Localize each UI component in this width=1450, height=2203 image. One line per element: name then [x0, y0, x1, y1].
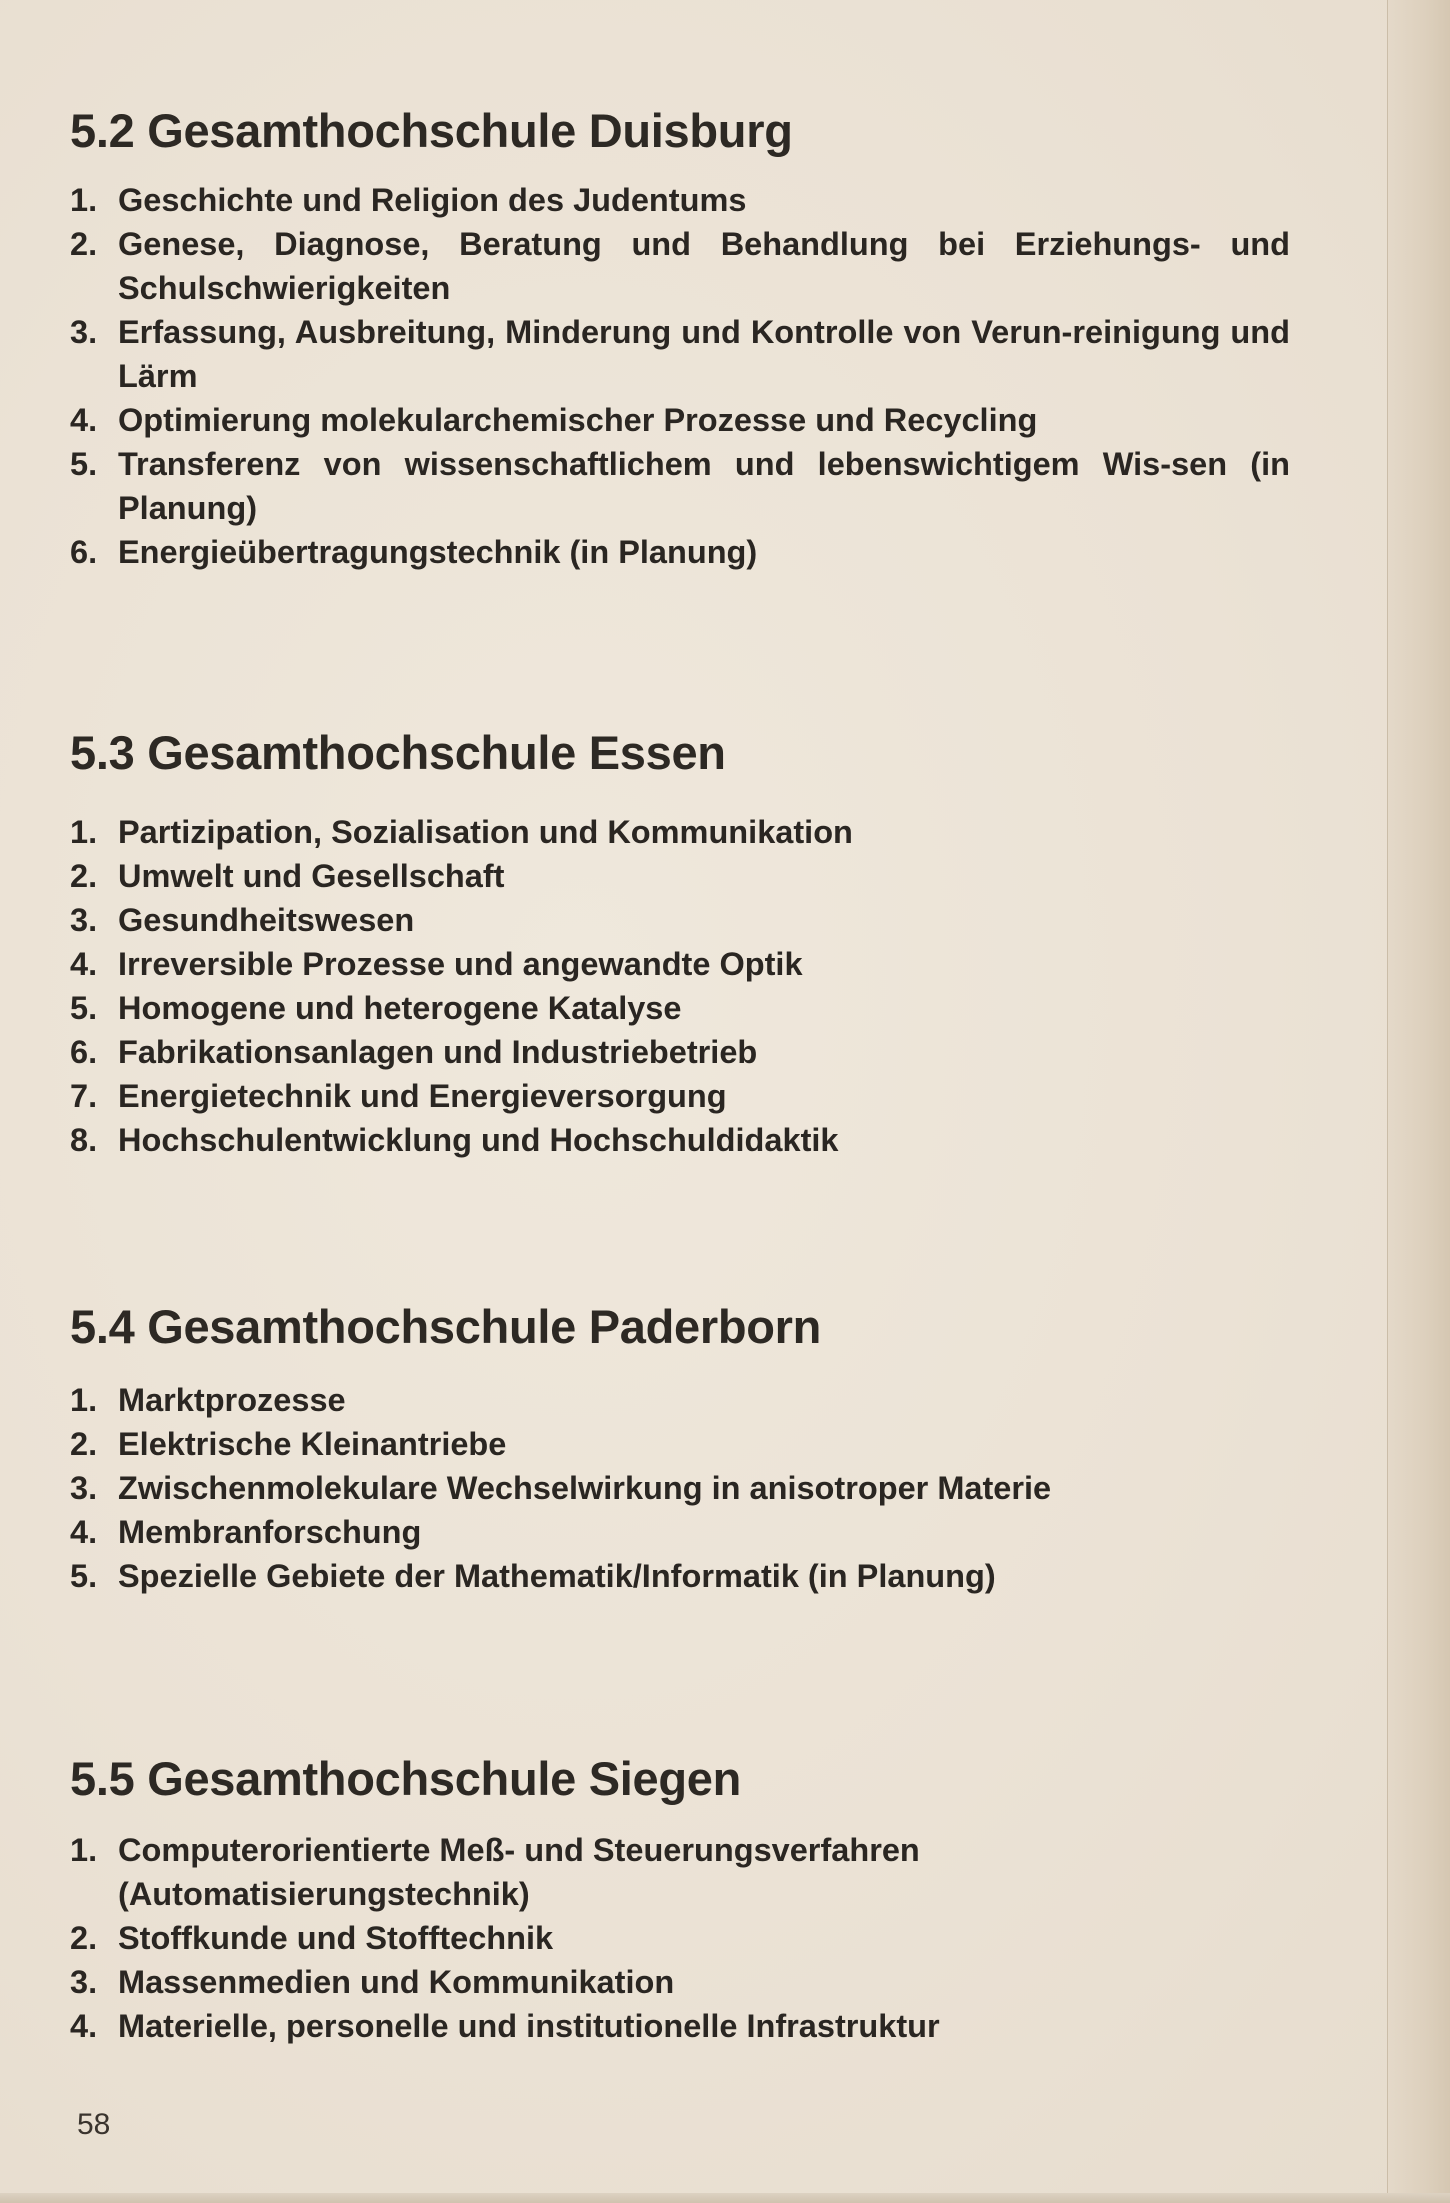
list-item: 5. Homogene und heterogene Katalyse	[70, 990, 682, 1027]
section-siegen	[70, 1752, 1290, 2048]
section-heading: 5.5 Gesamthochschule Siegen	[70, 1752, 742, 1805]
list-item: 1. Marktprozesse	[70, 1382, 346, 1419]
page-number: 58	[77, 2108, 111, 2141]
section-essen	[70, 726, 1290, 1162]
list-item: 3. Gesundheitswesen	[70, 902, 415, 939]
section-heading: 5.3 Gesamthochschule Essen	[70, 726, 726, 779]
list-item: 2. Umwelt und Gesellschaft	[70, 858, 505, 895]
topic-list	[70, 1378, 1290, 1598]
page-edge	[1387, 0, 1450, 2203]
section-heading: 5.4 Gesamthochschule Paderborn	[70, 1300, 822, 1353]
topic-list	[70, 178, 1290, 574]
list-item: 6. Fabrikationsanlagen und Industriebetrieb	[70, 1034, 758, 1071]
list-item: 4. Membranforschung	[70, 1514, 422, 1551]
topic-list	[70, 810, 1290, 1162]
section-duisburg	[70, 104, 1290, 574]
section-paderborn	[70, 1300, 1290, 1598]
page-bottom-edge	[0, 2193, 1450, 2203]
list-item: 4. Materielle, personelle und institutionelle Infrastruktur	[70, 2008, 940, 2045]
list-item: 3. Erfassung, Ausbreitung, Minderung und Kontrolle von Verun-reinigung und Lärm	[70, 314, 1290, 395]
list-item: 2. Elektrische Kleinantriebe	[70, 1426, 507, 1463]
list-item: 8. Hochschulentwicklung und Hochschuldidaktik	[70, 1122, 839, 1159]
list-item: 2. Genese, Diagnose, Beratung und Behandlung bei Erziehungs- und Schulschwierigkeiten	[70, 226, 1290, 307]
list-item: 1. Geschichte und Religion des Judentums	[70, 182, 747, 219]
list-item: 3. Massenmedien und Kommunikation	[70, 1964, 675, 2001]
list-item: 3. Zwischenmolekulare Wechselwirkung in anisotroper Materie	[70, 1470, 1052, 1507]
list-item: 4. Optimierung molekularchemischer Prozesse und Recycling	[70, 402, 1038, 439]
list-item: 5. Transferenz von wissenschaftlichem und lebenswichtigem Wis-sen (in Planung)	[70, 446, 1290, 527]
list-item: 1. Computerorientierte Meß- und Steuerungsverfahren (Automatisierungstechnik)	[70, 1832, 920, 1913]
list-item: 5. Spezielle Gebiete der Mathematik/Informatik (in Planung)	[70, 1558, 996, 1595]
section-heading: 5.2 Gesamthochschule Duisburg	[70, 104, 793, 157]
list-item: 1. Partizipation, Sozialisation und Kommunikation	[70, 814, 853, 851]
list-item: 2. Stoffkunde und Stofftechnik	[70, 1920, 554, 1957]
topic-list	[70, 1828, 1290, 2048]
list-item: 7. Energietechnik und Energieversorgung	[70, 1078, 727, 1115]
list-item: 6. Energieübertragungstechnik (in Planung)	[70, 534, 758, 571]
list-item: 4. Irreversible Prozesse und angewandte Optik	[70, 946, 803, 983]
